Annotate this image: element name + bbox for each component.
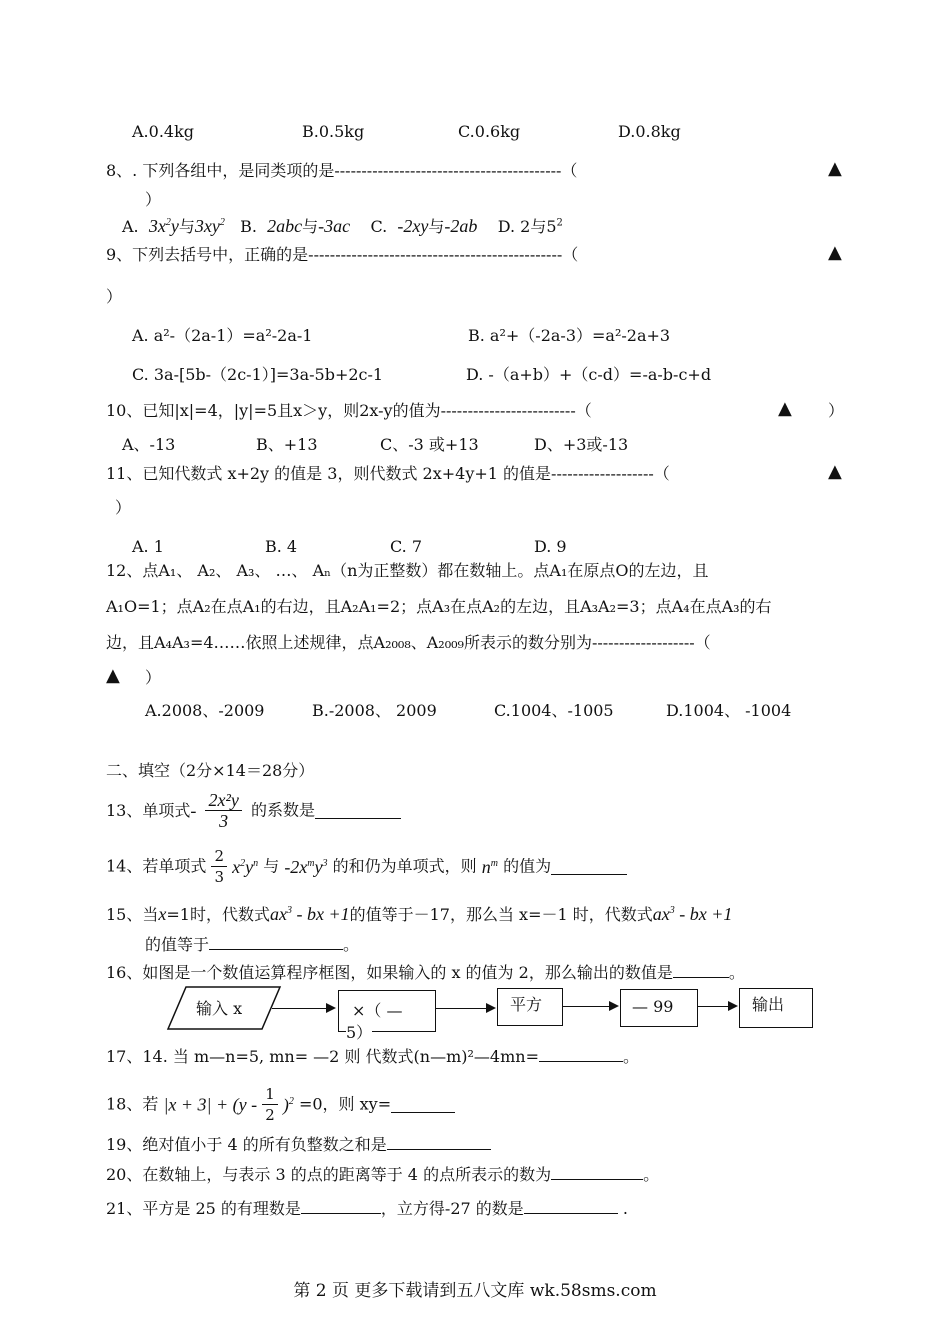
flowchart-square-label: 平方 xyxy=(510,995,543,1014)
q13: 13、单项式- $\frac{\text{2x²y}}{3}$ 的系数是 xyxy=(106,790,401,831)
flowchart-multiply-label: ×（ — xyxy=(352,1001,403,1020)
answer-blank[interactable] xyxy=(539,1045,623,1062)
q9-option-a: A. a²-（2a-1）=a²-2a-1 xyxy=(132,326,313,345)
q7-option-c: C.0.6kg xyxy=(458,122,521,141)
answer-blank[interactable] xyxy=(391,1096,455,1113)
flowchart-input-label: 输入 x xyxy=(196,999,243,1018)
q12-line3: 边，且A₄A₃=4……依照上述规律，点A₂₀₀₈、A₂₀₀₉所表示的数分别为-------------------（ xyxy=(106,633,711,652)
flowchart-subtract-label: — 99 xyxy=(632,997,674,1016)
answer-blank[interactable] xyxy=(524,1197,618,1214)
flowchart-output-label: 输出 xyxy=(752,995,785,1014)
q15-line1: 15、当x=1时，代数式$ax^3$ - bx +1的值等于－17，那么当 x=－1 时，代数式$ax^3$ - bx +1 xyxy=(106,904,733,924)
q8-tail: ） xyxy=(145,190,162,209)
answer-blank[interactable] xyxy=(387,1133,491,1150)
q14: 14、若单项式 $\frac{2}{3}$ $x^2y^n$ 与 $-2x^my^3$ 的和仍为单项式，则 $n^m$ 的值为 xyxy=(106,846,627,887)
answer-blank[interactable] xyxy=(551,1163,643,1180)
flowchart-multiply-label-2: 5） xyxy=(346,1023,373,1042)
q10-option-b: B、+13 xyxy=(256,435,318,454)
flow-arrow xyxy=(272,1008,334,1009)
q10-option-d: D、+3或-13 xyxy=(534,435,629,454)
q12-option-c: C.1004、-1005 xyxy=(494,701,614,720)
answer-mark: ▲ xyxy=(828,461,842,482)
q9-option-d: D. -（a+b）+（c-d）=-a-b-c+d xyxy=(466,365,712,384)
q7-option-b: B.0.5kg xyxy=(302,122,365,141)
q7-option-a: A.0.4kg xyxy=(132,122,195,141)
answer-mark: ▲ xyxy=(828,242,842,263)
q18: 18、若 |x + 3| + (y - $\frac{1}{2}$ )$^2$ =0，则 xy= xyxy=(106,1084,455,1125)
q7-option-d: D.0.8kg xyxy=(618,122,681,141)
answer-blank[interactable] xyxy=(673,961,729,978)
q17: 17、14. 当 m—n=5, mn= —2 则 代数式(n—m)²—4mn= 。 xyxy=(106,1047,639,1066)
q13-denominator: 3 xyxy=(219,811,229,831)
q19: 19、绝对值小于 4 的所有负整数之和是 xyxy=(106,1133,491,1156)
q11-tail: ） xyxy=(115,498,132,517)
q9-option-c: C. 3a-[5b-（2c-1）]=3a-5b+2c-1 xyxy=(132,365,384,384)
q9-tail: ） xyxy=(106,287,123,306)
q8-stem: 8、. 下列各组中，是同类项的是------------------------------------------（ xyxy=(106,161,578,180)
q10-tail: ） xyxy=(828,401,845,420)
q11-option-b: B. 4 xyxy=(265,537,298,556)
section-heading: 二、填空（2分×14＝28分） xyxy=(106,761,315,780)
q12-line1: 12、点A₁、 A₂、 A₃、 …、 Aₙ（n为正整数）都在数轴上。点A₁在原点O的左边，且 xyxy=(106,561,709,580)
flow-arrow xyxy=(563,1006,617,1007)
q15-line2: 的值等于 。 xyxy=(145,935,360,954)
q11-option-a: A. 1 xyxy=(132,537,164,556)
q12-option-b: B.-2008、 2009 xyxy=(312,701,437,720)
page-footer: 第 2 页 更多下载请到五八文库 wk.58sms.com xyxy=(293,1281,657,1301)
q12-option-d: D.1004、 -1004 xyxy=(666,701,792,720)
q20: 20、在数轴上，与表示 3 的点的距离等于 4 的点所表示的数为 。 xyxy=(106,1165,660,1184)
flow-arrow xyxy=(698,1006,736,1007)
answer-blank[interactable] xyxy=(301,1197,381,1214)
q10-stem: 10、已知|x|=4，|y|=5且x＞y，则2x-y的值为-------------------------（ xyxy=(106,401,592,420)
q10-option-a: A、-13 xyxy=(122,435,176,454)
answer-mark: ▲ xyxy=(828,158,842,179)
q12-tail: ） xyxy=(145,668,162,687)
q11-option-c: C. 7 xyxy=(390,537,423,556)
answer-blank[interactable] xyxy=(551,858,627,875)
q9-stem: 9、下列去括号中，正确的是-----------------------------------------------（ xyxy=(106,245,579,264)
q16-text: 16、如图是一个数值运算程序框图，如果输入的 x 的值为 2，那么输出的数值是 。 xyxy=(106,963,745,982)
q9-option-b: B. a²+（-2a-3）=a²-2a+3 xyxy=(468,326,671,345)
q21: 21、平方是 25 的有理数是 ，立方得-27 的数是 . xyxy=(106,1199,628,1218)
q10-option-c: C、-3 或+13 xyxy=(380,435,479,454)
answer-mark: ▲ xyxy=(778,398,792,419)
answer-blank[interactable] xyxy=(315,802,401,819)
q12-line2: A₁O=1；点A₂在点A₁的右边，且A₂A₁=2；点A₃在点A₂的左边，且A₃A₂=3；点A₄在点A₃的右 xyxy=(106,597,772,616)
q11-option-d: D. 9 xyxy=(534,537,567,556)
flow-arrow xyxy=(436,1008,494,1009)
q13-numerator: 2x²y xyxy=(205,790,241,811)
answer-mark: ▲ xyxy=(106,665,120,686)
q11-stem: 11、已知代数式 x+2y 的值是 3，则代数式 2x+4y+1 的值是-------------------（ xyxy=(106,464,670,483)
q8-options: A. $3x^2y$与$3xy^2$ B. 2abc与-3ac C. -2xy与-2ab D. 2与$5^2$ xyxy=(122,216,563,236)
q12-option-a: A.2008、-2009 xyxy=(145,701,265,720)
answer-blank[interactable] xyxy=(209,933,343,950)
